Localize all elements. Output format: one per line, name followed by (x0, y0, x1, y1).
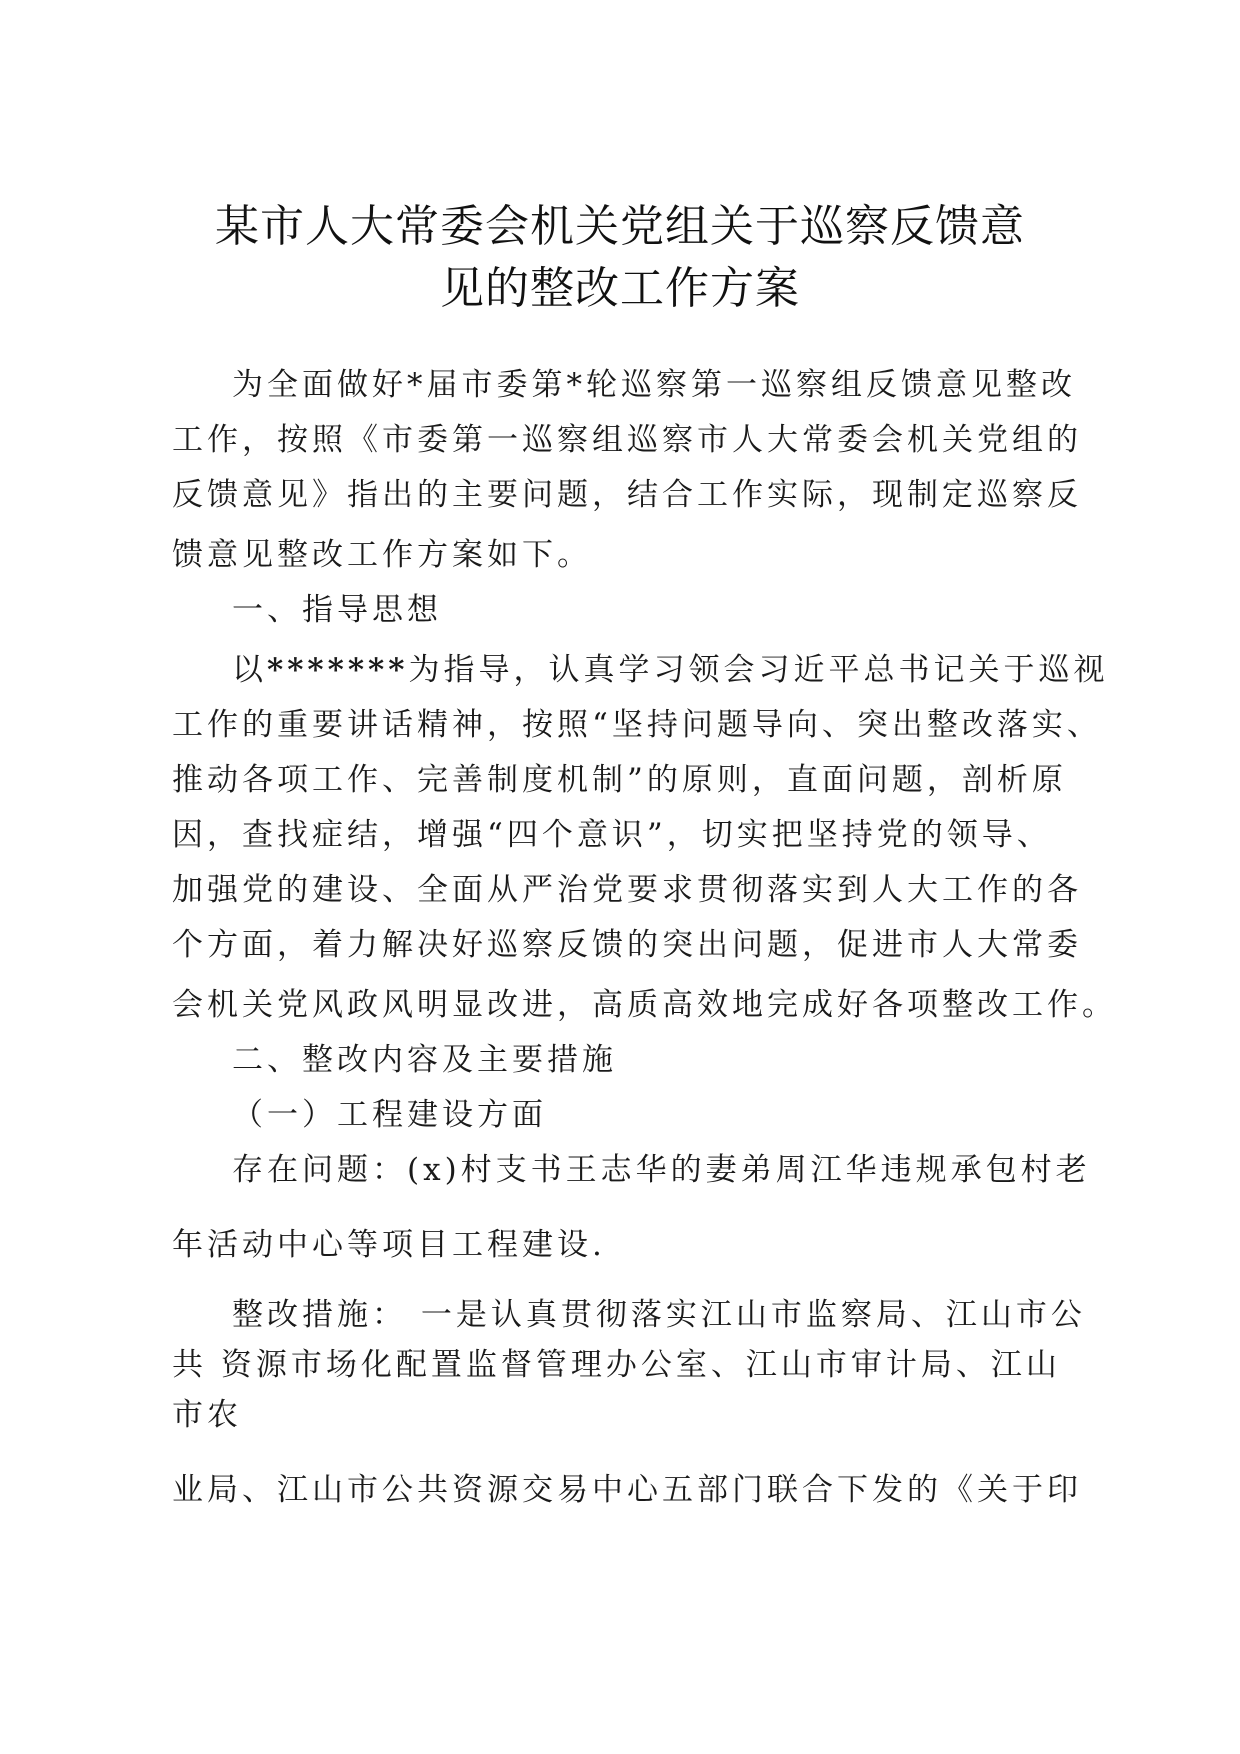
document-title-line-2: 见的整改工作方案 (440, 263, 800, 314)
section-2-heading: 二、整改内容及主要措施 (232, 1042, 617, 1078)
measures-line-1: 整改措施： 一是认真贯彻落实江山市监察局、江山市公 (232, 1297, 1086, 1333)
document-title-line-1: 某市人大常委会机关党组关于巡察反馈意 (215, 201, 1025, 252)
intro-line-3: 反馈意见》指出的主要问题，结合工作实际，现制定巡察反 (172, 477, 1082, 513)
section-1-line-2: 工作的重要讲话精神，按照“坚持问题导向、突出整改落实、 (172, 707, 1102, 743)
section-1-prefix: 以 (232, 652, 267, 688)
measures-line-2: 共 资源市场化配置监督管理办公室、江山市审计局、江山 (172, 1347, 1061, 1383)
measures-line-4: 业局、江山市公共资源交易中心五部门联合下发的《关于印 (172, 1472, 1082, 1508)
section-1-line-3: 推动各项工作、完善制度机制”的原则，直面问题，剖析原 (172, 762, 1067, 798)
section-1-stars: ******* (267, 652, 409, 688)
problem-line-1: 存在问题：(x)村支书王志华的妻弟周江华违规承包村老 (232, 1152, 1091, 1188)
subsection-1-heading: （一）工程建设方面 (232, 1097, 547, 1133)
section-1-line-7: 会机关党风政风明显改进，高质高效地完成好各项整改工作。 (172, 987, 1117, 1023)
intro-line-1: 为全面做好*届市委第*轮巡察第一巡察组反馈意见整改 (232, 367, 1076, 403)
section-1-rest: 为指导，认真学习领会习近平总书记关于巡视 (408, 652, 1109, 688)
measures-line-3: 市农 (172, 1397, 242, 1433)
section-1-line-5: 加强党的建设、全面从严治党要求贯彻落实到人大工作的各 (172, 872, 1082, 908)
section-1-line-1 (232, 650, 1108, 690)
intro-line-2: 工作，按照《市委第一巡察组巡察市人大常委会机关党组的 (172, 422, 1082, 458)
problem-line-2: 年活动中心等项目工程建设. (172, 1227, 606, 1263)
section-1-line-6: 个方面，着力解决好巡察反馈的突出问题，促进市人大常委 (172, 927, 1082, 963)
section-1-line-4: 因，查找症结，增强“四个意识”，切实把坚持党的领导、 (172, 817, 1052, 853)
section-1-heading: 一、指导思想 (232, 592, 442, 628)
intro-line-4: 馈意见整改工作方案如下。 (172, 537, 592, 573)
